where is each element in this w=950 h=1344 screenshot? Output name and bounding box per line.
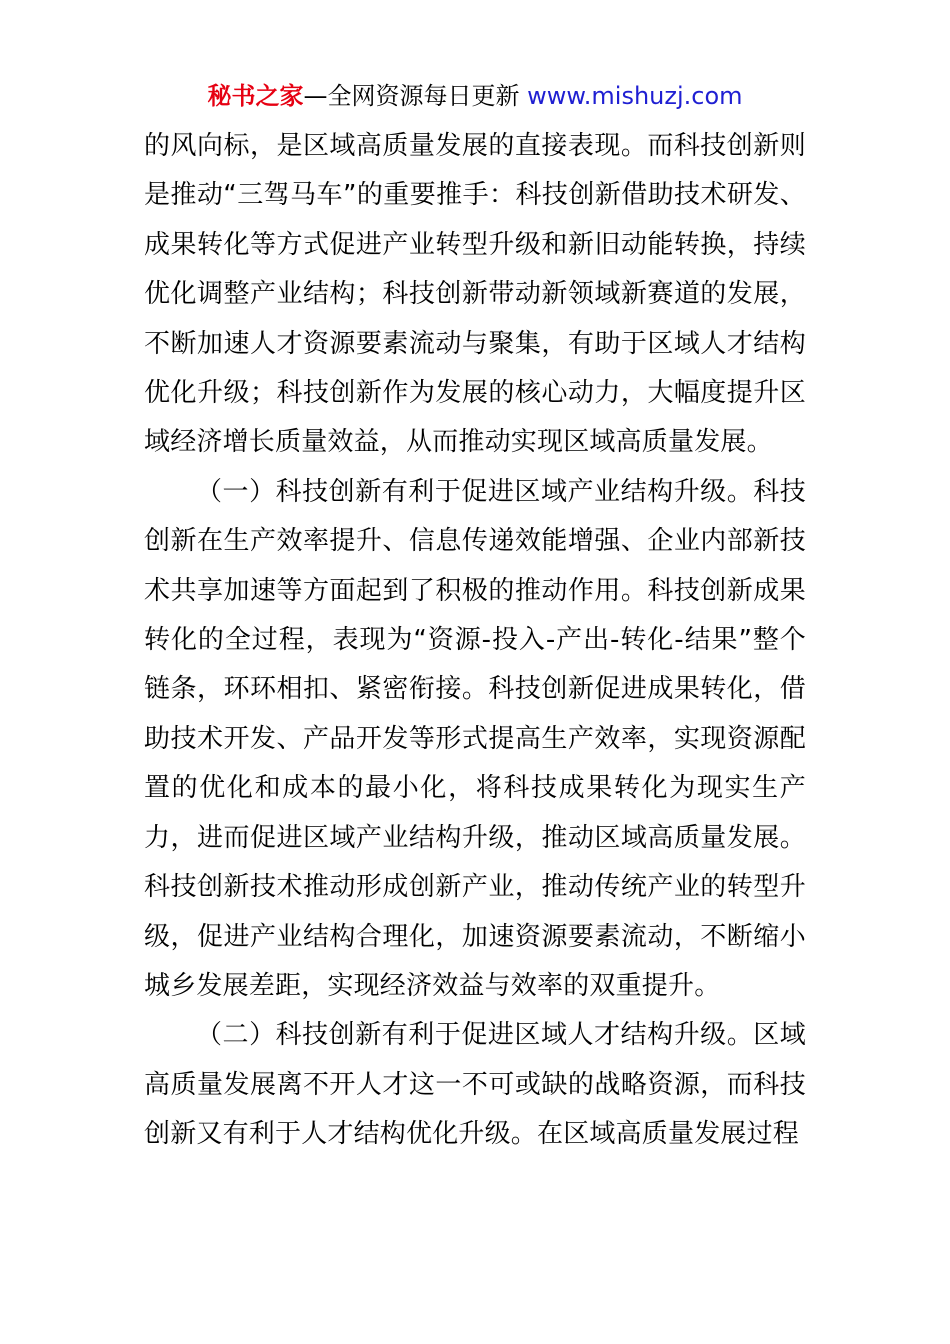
document-body	[144, 122, 806, 1160]
site-header	[0, 80, 950, 112]
brand-name: 秘书之家	[207, 82, 304, 110]
header-tagline: —全网资源每日更新	[303, 82, 528, 110]
paragraph-section-two: （二）科技创新有利于促进区域人才结构升级。区域高质量发展离不开人才这一不可或缺的战略资源，而科技创新又有利于人才结构优化升级。在区域高质量发展过程	[144, 1020, 806, 1150]
site-url-link[interactable]: www.mishuzj.com	[527, 82, 743, 110]
paragraph-section-one: （一）科技创新有利于促进区域产业结构升级。科技创新在生产效率提升、信息传递效能增强、企业内部新技术共享加速等方面起到了积极的推动作用。科技创新成果转化的全过程，表现为“资源-投入-产出-转化-结果”整个链条，环环相扣、紧密衔接。科技创新促进成果转化，借助技术开发、产品开发等形式提高生产效率，实现资源配置的优化和成本的最小化，将科技成果转化为现实生产力，进而促进区域产业结构升级，推动区域高质量发展。科技创新技术推动形成创新产业，推动传统产业的转型升级，促进产业结构合理化，加速资源要素流动，不断缩小城乡发展差距，实现经济效益与效率的双重提升。	[144, 476, 806, 1001]
paragraph-continuation: 的风向标，是区域高质量发展的直接表现。而科技创新则是推动“三驾马车”的重要推手：科技创新借助技术研发、成果转化等方式促进产业转型升级和新旧动能转换，持续优化调整产业结构；科技创新带动新领域新赛道的发展，不断加速人才资源要素流动与聚集，有助于区域人才结构优化升级；科技创新作为发展的核心动力，大幅度提升区域经济增长质量效益，从而推动实现区域高质量发展。	[144, 131, 806, 458]
